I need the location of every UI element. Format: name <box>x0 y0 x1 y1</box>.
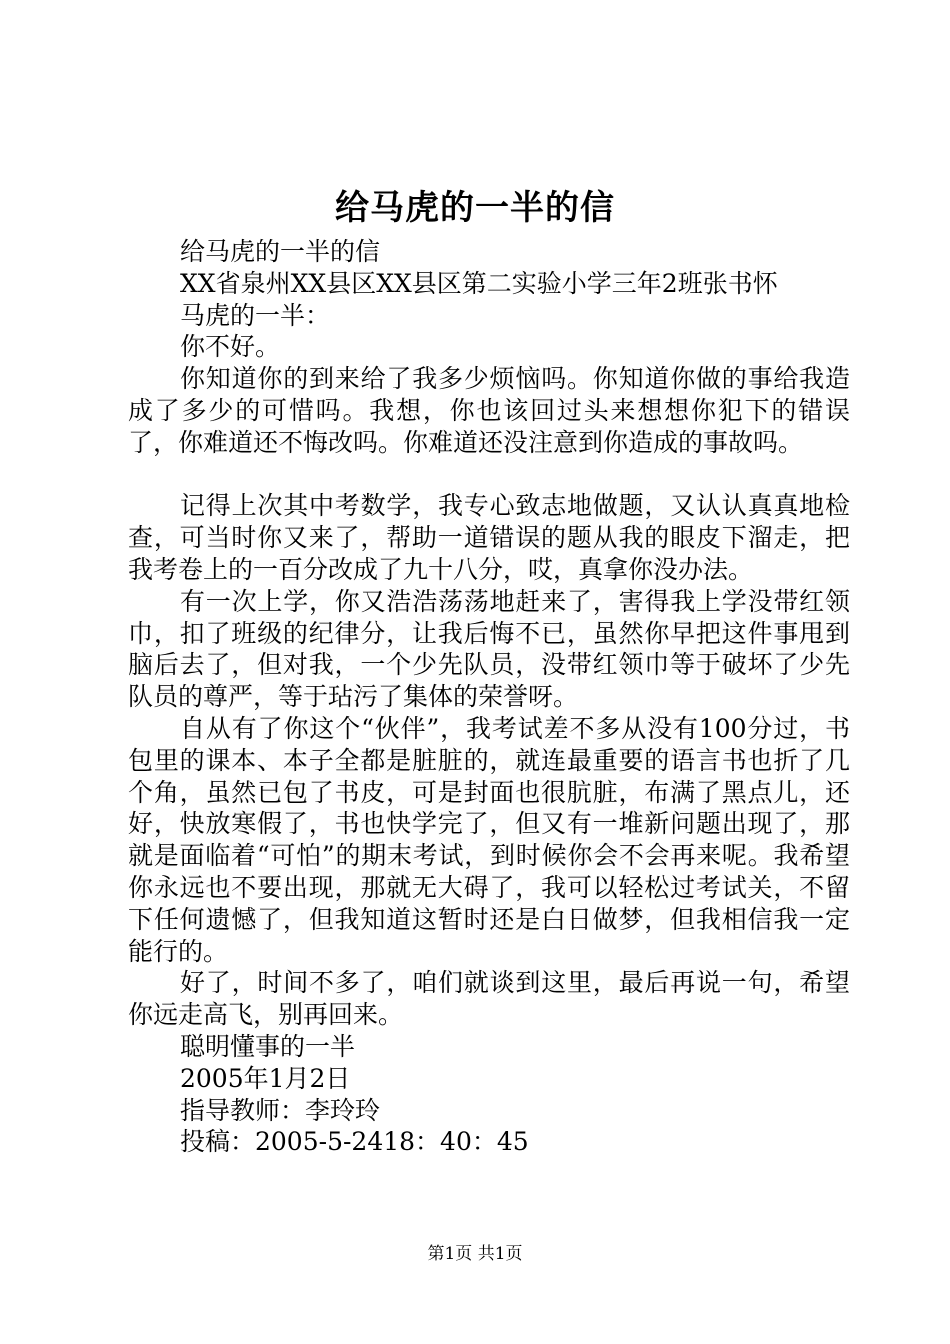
letter-heading: 给马虎的一半的信 <box>180 237 381 266</box>
paragraph-3: 有一次上学，你又浩浩荡荡地赶来了，害得我上学没带红领巾，扣了班级的纪律分，让我后悔不已，虽然你早把这件事甩到脑后去了，但对我，一个少先队员，没带红领巾等于破坏了少先队员的尊严，等于玷污了集体的荣誉呀。 <box>128 586 850 712</box>
greeting: 你不好。 <box>180 332 281 362</box>
paragraph-5: 好了，时间不多了，咱们就谈到这里，最后再说一句，希望你远走高飞，别再回来。 <box>128 968 850 1030</box>
letter-body <box>128 236 850 1158</box>
salutation: 马虎的一半： <box>180 300 331 330</box>
teacher-line: 指导教师：李玲玲 <box>180 1095 381 1125</box>
page-footer: 第1页 共1页 <box>427 1244 523 1264</box>
page-title: 给马虎的一半的信 <box>335 188 615 228</box>
paragraph-1: 你知道你的到来给了我多少烦恼吗。你知道你做的事给我造成了多少的可惜吗。我想，你也该回过头来想想你犯下的错误了，你难道还不悔改吗。你难道还没注意到你造成的事故吗。 <box>128 364 850 457</box>
letter-date: 2005年1月2日 <box>180 1063 351 1093</box>
paragraph-spacer <box>128 459 850 491</box>
submission-line: 投稿：2005-5-2418：40：45 <box>180 1127 529 1157</box>
signature: 聪明懂事的一半 <box>180 1031 356 1061</box>
paragraph-2: 记得上次其中考数学，我专心致志地做题，又认认真真地检查，可当时你又来了，帮助一道错误的题从我的眼皮下溜走，把我考卷上的一百分改成了九十八分，哎，真拿你没办法。 <box>128 491 850 584</box>
author-line: XX省泉州XX县区XX县区第二实验小学三年2班张书怀 <box>180 268 778 298</box>
paragraph-4: 自从有了你这个“伙伴”，我考试差不多从没有100分过，书包里的课本、本子全都是脏脏的，就连最重要的语言书也折了几个角，虽然已包了书皮，可是封面也很肮脏，布满了黑点儿，还好，快放寒假了，书也快学完了，但又有一堆新问题出现了，那就是面临着“可怕”的期末考试，到时候你会不会再来呢。我希望你永远也不要出现，那就无大碍了，我可以轻松过考试关，不留下任何遗憾了，但我知道这暂时还是白日做梦，但我相信我一定能行的。 <box>128 713 850 966</box>
